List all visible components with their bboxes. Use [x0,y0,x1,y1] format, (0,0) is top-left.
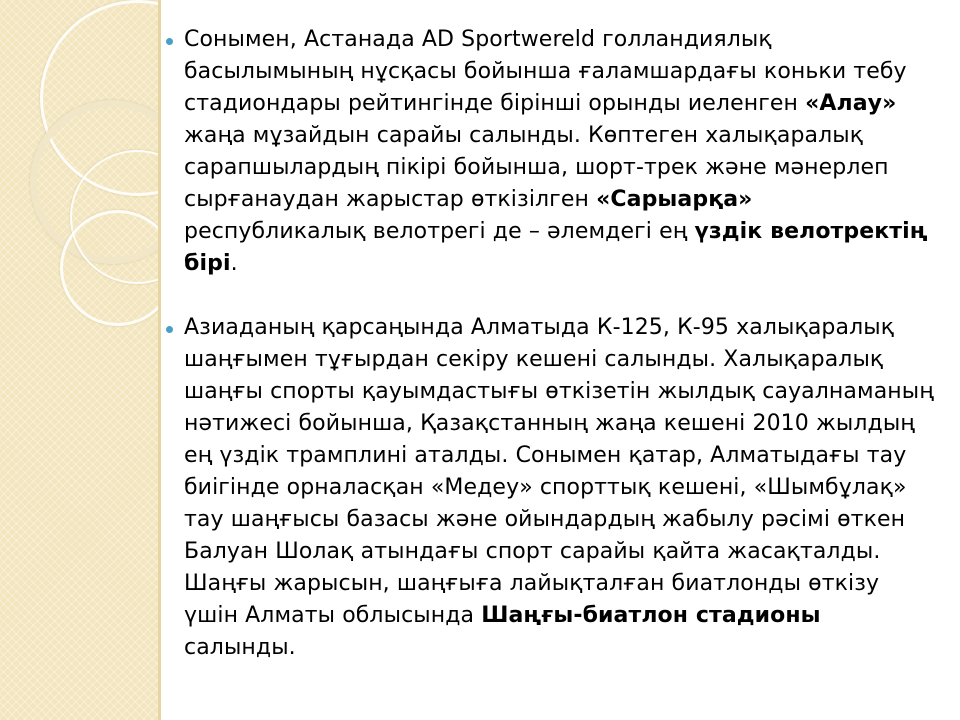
decorative-ring [60,210,160,326]
text-segment: . [230,251,238,276]
text-segment: жаңа мұзайдын сарайы салынды. Көптеген халықаралық сарапшылардың пікірі бойынша, шорт-трек және мәнерлеп сырғанаудан жарыстар өткізілген [184,123,889,212]
text-segment: республикалық велотрегі де – әлемдегі ең [184,219,695,244]
text-segment: Азиаданың қарсаңында Алматыда К-125, К-95 халықаралық шаңғымен тұғырдан секіру кешені салынды. Халықаралық шаңғы спорты қауымдастығы өткізетін жылдық сауалнаманың нәтижесі бойынша, Қазақстанның жаңа кешені 2010 жылдың ең үздік трамплині аталды. Сонымен қатар, Алматыдағы тау биігінде орналасқан «Медеу» спорттық кешені, «Шымбұлақ» тау шаңғысы базасы және ойындардың жабылу рәсімі өткен Балуан Шолақ атындағы спорт сарайы қайта жасақталды. Шаңғы жарысын, шаңғыға лайықталған биатлонды өткізу үшін Алматы облысында [184,315,934,628]
slide-content [166,24,936,664]
side-panel-edge [158,0,161,720]
bold-segment: үздік велотректің бірі [184,219,928,276]
decorative-side-panel [0,0,160,720]
bold-segment: «Сарыарқа» [596,187,753,212]
bullet-dot-icon [166,326,173,333]
bold-segment: Шаңғы-биатлон стадионы [481,603,821,628]
bold-segment: «Алау» [805,91,897,116]
bullet-paragraph-1 [166,24,936,280]
text-segment: салынды. [184,635,296,660]
bullet-paragraph-2 [166,312,936,664]
text-segment: Сонымен, Астанада AD Sportwereld голландиялық басылымының нұсқасы бойынша ғаламшардағы коньки тебу стадиондары рейтингінде бірінші орынды иеленген [184,27,907,116]
bullet-dot-icon [166,38,173,45]
